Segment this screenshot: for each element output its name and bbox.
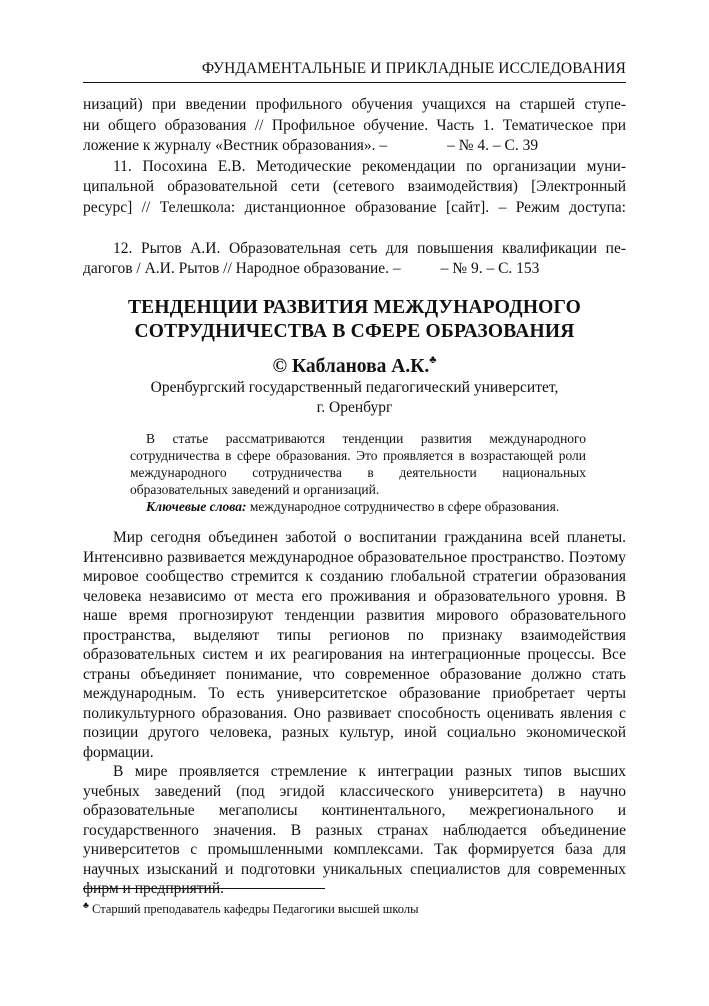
affiliation bbox=[83, 378, 626, 418]
footnote bbox=[83, 900, 626, 917]
article-body bbox=[83, 528, 626, 899]
ref-12-line: 12. Рытов А.И. Образовательная сеть для повышения квалификации пе- bbox=[113, 239, 626, 257]
running-title: ФУНДАМЕНТАЛЬНЫЕ И ПРИКЛАДНЫЕ ИССЛЕДОВАНИЯ bbox=[201, 60, 626, 77]
body-paragraph: Мир сегодня объединен заботой о воспитании гражданина всей планеты. Интенсивно развивается международное образовательное пространство. Поэтому мировое сообщество стремится к созданию глобальной стратегии образования человека независимо от места его проживания и образовательного уровня. В наше время прогнозируют тенденции развития мирового образовательного пространства, выделяют типы регионов по признаку взаимодействия образовательных систем и их реагирования на интеграционные процессы. Все страны объединяет понимание, что современное образование должно стать международным. То есть университетское образование приобретает черты поликультурного образования. Оно развивает способность оценивать явления с позиции другого человека, разных культур, иной социально экономической формации. bbox=[83, 529, 626, 761]
ref-blank-line bbox=[83, 218, 626, 239]
ref-11-line: ресурс] // Телешкола: дистанционное образование [сайт]. – Режим доступа: bbox=[83, 198, 626, 216]
ref-cont-line: ни общего образования // Профильное обучение. Часть 1. Тематическое при bbox=[83, 116, 626, 134]
running-header bbox=[83, 60, 626, 83]
article-title-line: СОТРУДНИЧЕСТВА В СФЕРЕ ОБРАЗОВАНИЯ bbox=[134, 321, 575, 342]
abstract-text: В статье рассматриваются тенденции развития международного сотрудничества в сфере образования. Это проявляется в возрастающей роли международного сотрудничества в деятельности национальных образовательных заведений и организаций. bbox=[130, 431, 586, 497]
footnote-text: Старший преподаватель кафедры Педагогики высшей школы bbox=[88, 902, 419, 917]
affiliation-line: Оренбургский государственный педагогический университет, bbox=[150, 379, 559, 396]
ref-12-line bbox=[83, 259, 626, 280]
footnote-mark: ♣ bbox=[83, 900, 89, 910]
body-paragraph: В мире проявляется стремление к интеграции разных типов высших учебных заведений (под эгидой классического университета) в научно образовательные мегаполисы континентального, межрегионального и государственного значения. В разных странах наблюдается объединение университетов с промышленными комплексами. Так формируется база для научных изысканий и подготовки уникальных специалистов для современных фирм и предприятий. bbox=[83, 763, 626, 897]
affiliation-line: г. Оренбург bbox=[316, 399, 393, 416]
ref-12-part: – № 9. – С. 153 bbox=[440, 260, 540, 277]
references-block bbox=[83, 95, 626, 280]
ref-11-line: 11. Посохина Е.В. Методические рекомендации по организации муни- bbox=[113, 157, 626, 175]
author-line bbox=[83, 354, 626, 378]
footnote-divider bbox=[83, 888, 325, 889]
ref-cont-part: ложение к журналу «Вестник образования». – bbox=[83, 137, 388, 154]
author-name: © Кабланова А.К. bbox=[272, 356, 430, 377]
ref-11-line: ципальной образовательной сети (сетевого взаимодействия) [Электронный bbox=[83, 178, 626, 195]
article-title-line: ТЕНДЕНЦИИ РАЗВИТИЯ МЕЖДУНАРОДНОГО bbox=[127, 297, 582, 318]
keywords bbox=[130, 498, 586, 515]
keywords-label: Ключевые слова: bbox=[146, 499, 247, 514]
ref-cont-line: низаций) при введении профильного обучения учащихся на старшей ступе- bbox=[83, 96, 626, 113]
ref-cont-line bbox=[83, 136, 626, 157]
article-title bbox=[83, 296, 626, 344]
keywords-text: международное сотрудничество в сфере образования. bbox=[246, 499, 560, 514]
ref-cont-part: – № 4. – С. 39 bbox=[447, 137, 539, 154]
abstract-block bbox=[130, 430, 586, 515]
author-footnote-mark: ♣ bbox=[429, 354, 437, 366]
ref-12-part: дагогов / А.И. Рытов // Народное образование. – bbox=[83, 260, 401, 277]
